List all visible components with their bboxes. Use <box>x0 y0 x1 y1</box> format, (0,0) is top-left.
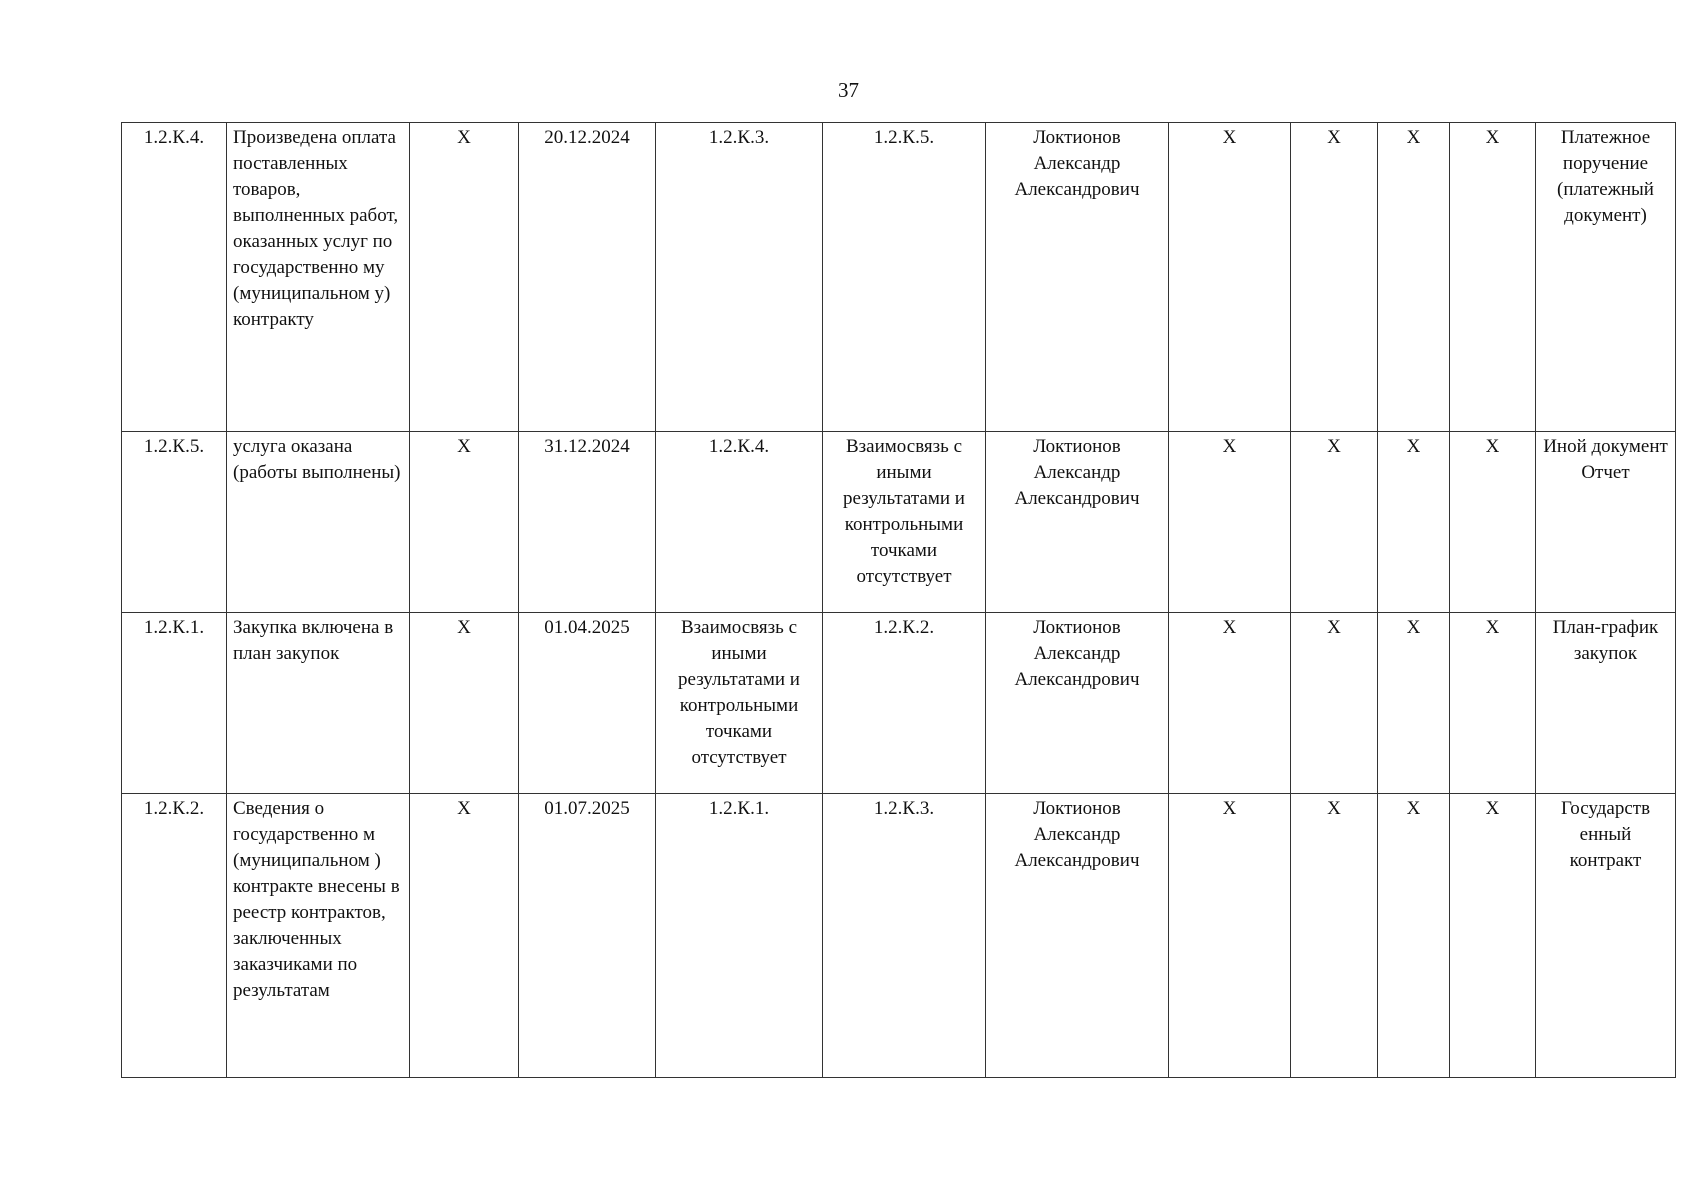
row-col9: X <box>1291 613 1378 794</box>
row-description: услуга оказана (работы выполнены) <box>227 432 410 613</box>
row-col3: X <box>410 432 519 613</box>
row-document: План-график закупок <box>1536 613 1676 794</box>
row-col10: X <box>1378 613 1450 794</box>
row-predecessor: 1.2.К.4. <box>656 432 823 613</box>
row-date: 20.12.2024 <box>519 123 656 432</box>
table-row <box>122 432 1676 613</box>
row-col8: X <box>1169 613 1291 794</box>
row-col3: X <box>410 613 519 794</box>
row-date: 01.07.2025 <box>519 794 656 1078</box>
row-col11: X <box>1450 123 1536 432</box>
row-date: 31.12.2024 <box>519 432 656 613</box>
row-col3: X <box>410 794 519 1078</box>
row-description: Произведена оплата поставленных товаров, выполненных работ, оказанных услуг по государственно му (муниципальном у) контракту <box>227 123 410 432</box>
row-successor: Взаимосвязь с иными результатами и контрольными точками отсутствует <box>823 432 986 613</box>
table-row <box>122 794 1676 1078</box>
row-description: Закупка включена в план закупок <box>227 613 410 794</box>
row-successor: 1.2.К.2. <box>823 613 986 794</box>
row-predecessor: Взаимосвязь с иными результатами и контрольными точками отсутствует <box>656 613 823 794</box>
row-document: Государств енный контракт <box>1536 794 1676 1078</box>
row-predecessor: 1.2.К.1. <box>656 794 823 1078</box>
row-id: 1.2.К.2. <box>122 794 227 1078</box>
row-predecessor: 1.2.К.3. <box>656 123 823 432</box>
row-id: 1.2.К.5. <box>122 432 227 613</box>
row-col8: X <box>1169 432 1291 613</box>
row-document: Платежное поручение (платежный документ) <box>1536 123 1676 432</box>
page-number: 37 <box>838 78 859 102</box>
row-id: 1.2.К.1. <box>122 613 227 794</box>
row-col9: X <box>1291 794 1378 1078</box>
row-successor: 1.2.К.5. <box>823 123 986 432</box>
row-responsible: Локтионов Александр Александрович <box>986 613 1169 794</box>
row-responsible: Локтионов Александр Александрович <box>986 432 1169 613</box>
row-col11: X <box>1450 794 1536 1078</box>
row-col10: X <box>1378 794 1450 1078</box>
row-col10: X <box>1378 432 1450 613</box>
row-col10: X <box>1378 123 1450 432</box>
row-description: Сведения о государственно м (муниципальном ) контракте внесены в реестр контрактов, заключенных заказчиками по результатам <box>227 794 410 1078</box>
control-points-table <box>121 122 1676 1078</box>
row-col11: X <box>1450 432 1536 613</box>
row-col9: X <box>1291 123 1378 432</box>
row-responsible: Локтионов Александр Александрович <box>986 794 1169 1078</box>
row-col9: X <box>1291 432 1378 613</box>
row-col8: X <box>1169 123 1291 432</box>
row-col8: X <box>1169 794 1291 1078</box>
row-col3: X <box>410 123 519 432</box>
row-id: 1.2.К.4. <box>122 123 227 432</box>
row-date: 01.04.2025 <box>519 613 656 794</box>
row-successor: 1.2.К.3. <box>823 794 986 1078</box>
row-document: Иной документ Отчет <box>1536 432 1676 613</box>
table-row <box>122 123 1676 432</box>
table-row <box>122 613 1676 794</box>
row-responsible: Локтионов Александр Александрович <box>986 123 1169 432</box>
row-col11: X <box>1450 613 1536 794</box>
